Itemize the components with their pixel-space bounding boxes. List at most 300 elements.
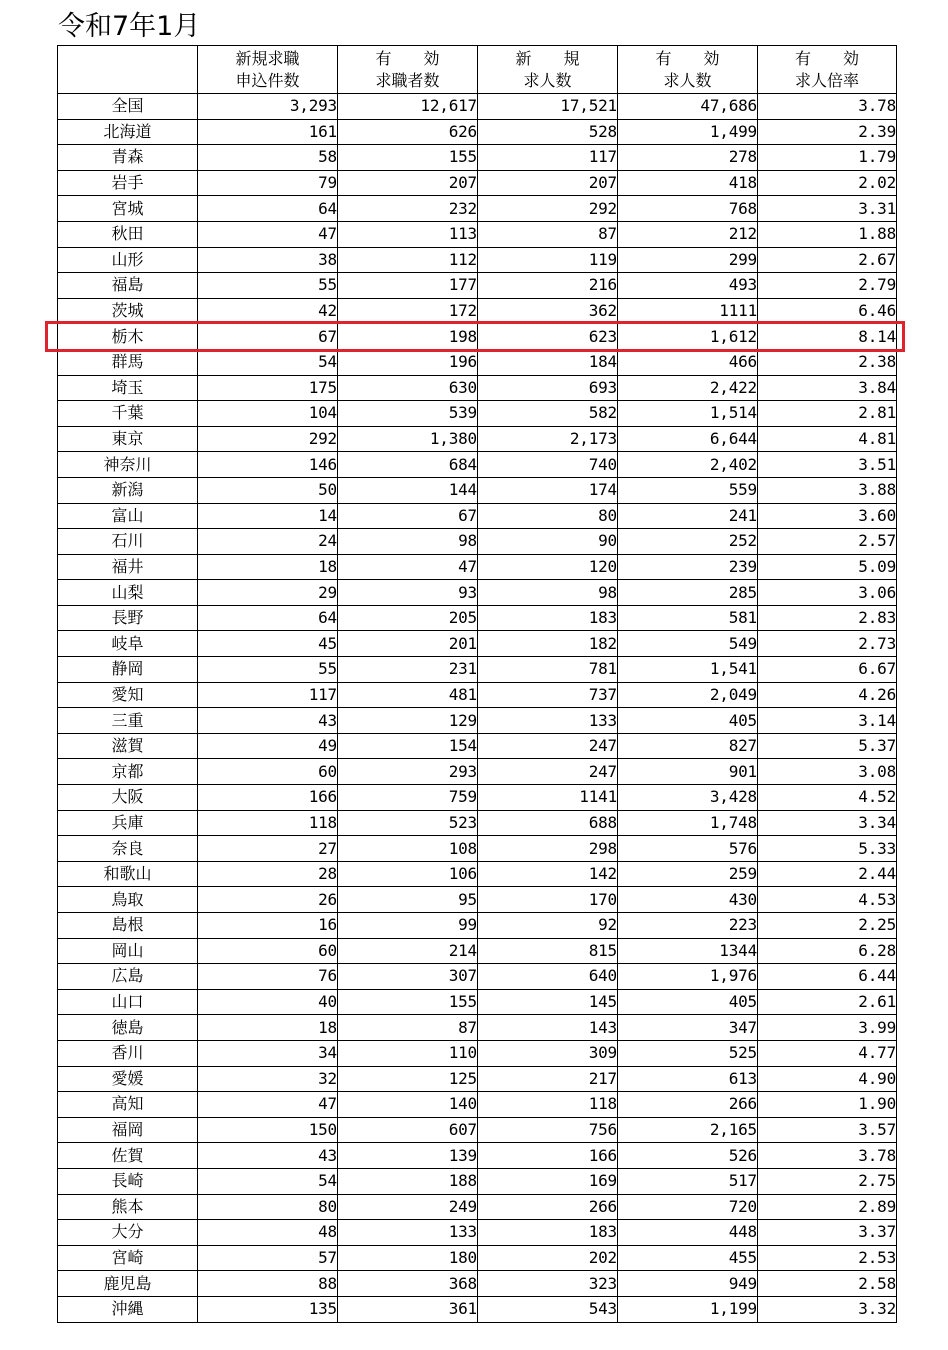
prefecture-cell: 埼玉 bbox=[58, 375, 198, 401]
new-applications-cell: 29 bbox=[198, 580, 338, 606]
job-opening-ratio-cell: 3.78 bbox=[758, 94, 897, 120]
new-job-openings-cell: 640 bbox=[478, 964, 618, 990]
table-row bbox=[58, 119, 897, 145]
job-opening-ratio-cell: 3.99 bbox=[758, 1015, 897, 1041]
active-job-seekers-cell: 293 bbox=[338, 759, 478, 785]
new-applications-cell: 64 bbox=[198, 605, 338, 631]
job-opening-ratio-cell: 3.34 bbox=[758, 810, 897, 836]
active-job-seekers-cell: 87 bbox=[338, 1015, 478, 1041]
table-row bbox=[58, 94, 897, 120]
job-opening-ratio-cell: 3.57 bbox=[758, 1117, 897, 1143]
prefecture-cell: 宮崎 bbox=[58, 1245, 198, 1271]
active-job-seekers-cell: 196 bbox=[338, 349, 478, 375]
table-row bbox=[58, 375, 897, 401]
prefecture-cell: 山形 bbox=[58, 247, 198, 273]
active-job-openings-cell: 901 bbox=[618, 759, 758, 785]
job-opening-ratio-cell: 2.79 bbox=[758, 273, 897, 299]
job-opening-ratio-cell: 2.73 bbox=[758, 631, 897, 657]
new-job-openings-cell: 298 bbox=[478, 836, 618, 862]
active-job-seekers-cell: 93 bbox=[338, 580, 478, 606]
new-job-openings-cell: 169 bbox=[478, 1168, 618, 1194]
active-job-seekers-cell: 98 bbox=[338, 529, 478, 555]
active-job-openings-cell: 1,976 bbox=[618, 964, 758, 990]
prefecture-cell: 和歌山 bbox=[58, 861, 198, 887]
prefecture-cell: 大阪 bbox=[58, 785, 198, 811]
prefecture-cell: 長崎 bbox=[58, 1168, 198, 1194]
new-applications-cell: 43 bbox=[198, 1143, 338, 1169]
new-job-openings-cell: 174 bbox=[478, 477, 618, 503]
active-job-seekers-cell: 205 bbox=[338, 605, 478, 631]
new-applications-cell: 3,293 bbox=[198, 94, 338, 120]
table-row bbox=[58, 1015, 897, 1041]
new-applications-cell: 28 bbox=[198, 861, 338, 887]
table-row bbox=[58, 145, 897, 171]
table-row bbox=[58, 913, 897, 939]
new-job-openings-cell: 216 bbox=[478, 273, 618, 299]
active-job-openings-cell: 720 bbox=[618, 1194, 758, 1220]
active-job-openings-cell: 405 bbox=[618, 989, 758, 1015]
prefecture-cell: 愛知 bbox=[58, 682, 198, 708]
prefecture-cell: 秋田 bbox=[58, 221, 198, 247]
header-prefecture bbox=[58, 46, 198, 94]
active-job-seekers-cell: 1,380 bbox=[338, 426, 478, 452]
table-row bbox=[58, 580, 897, 606]
table-row bbox=[58, 170, 897, 196]
active-job-openings-cell: 252 bbox=[618, 529, 758, 555]
new-applications-cell: 104 bbox=[198, 401, 338, 427]
job-opening-ratio-cell: 6.28 bbox=[758, 938, 897, 964]
active-job-seekers-cell: 155 bbox=[338, 989, 478, 1015]
table-row bbox=[58, 1296, 897, 1322]
table-row bbox=[58, 247, 897, 273]
active-job-openings-cell: 493 bbox=[618, 273, 758, 299]
table-row bbox=[58, 1271, 897, 1297]
active-job-seekers-cell: 154 bbox=[338, 733, 478, 759]
new-applications-cell: 64 bbox=[198, 196, 338, 222]
active-job-openings-cell: 949 bbox=[618, 1271, 758, 1297]
new-applications-cell: 57 bbox=[198, 1245, 338, 1271]
new-job-openings-cell: 737 bbox=[478, 682, 618, 708]
table-row bbox=[58, 273, 897, 299]
new-job-openings-cell: 142 bbox=[478, 861, 618, 887]
prefecture-cell: 大分 bbox=[58, 1220, 198, 1246]
new-job-openings-cell: 543 bbox=[478, 1296, 618, 1322]
new-job-openings-cell: 362 bbox=[478, 298, 618, 324]
job-opening-ratio-cell: 1.90 bbox=[758, 1092, 897, 1118]
new-job-openings-cell: 90 bbox=[478, 529, 618, 555]
active-job-seekers-cell: 180 bbox=[338, 1245, 478, 1271]
table-row bbox=[58, 938, 897, 964]
active-job-seekers-cell: 607 bbox=[338, 1117, 478, 1143]
header-new-applications: 新規求職 申込件数 bbox=[198, 46, 338, 94]
prefecture-cell: 広島 bbox=[58, 964, 198, 990]
active-job-openings-cell: 827 bbox=[618, 733, 758, 759]
active-job-openings-cell: 2,422 bbox=[618, 375, 758, 401]
active-job-openings-cell: 466 bbox=[618, 349, 758, 375]
job-opening-ratio-cell: 3.88 bbox=[758, 477, 897, 503]
new-applications-cell: 76 bbox=[198, 964, 338, 990]
active-job-openings-cell: 526 bbox=[618, 1143, 758, 1169]
job-opening-ratio-cell: 4.81 bbox=[758, 426, 897, 452]
prefecture-cell: 新潟 bbox=[58, 477, 198, 503]
table-row bbox=[58, 708, 897, 734]
table-row bbox=[58, 477, 897, 503]
prefecture-cell: 岩手 bbox=[58, 170, 198, 196]
active-job-openings-cell: 1,541 bbox=[618, 657, 758, 683]
prefecture-cell: 兵庫 bbox=[58, 810, 198, 836]
table-row bbox=[58, 503, 897, 529]
active-job-openings-cell: 2,165 bbox=[618, 1117, 758, 1143]
job-opening-ratio-cell: 2.89 bbox=[758, 1194, 897, 1220]
new-applications-cell: 18 bbox=[198, 554, 338, 580]
job-opening-ratio-cell: 3.32 bbox=[758, 1296, 897, 1322]
active-job-seekers-cell: 12,617 bbox=[338, 94, 478, 120]
new-job-openings-cell: 98 bbox=[478, 580, 618, 606]
active-job-openings-cell: 581 bbox=[618, 605, 758, 631]
active-job-openings-cell: 1344 bbox=[618, 938, 758, 964]
active-job-openings-cell: 266 bbox=[618, 1092, 758, 1118]
new-applications-cell: 50 bbox=[198, 477, 338, 503]
active-job-seekers-cell: 133 bbox=[338, 1220, 478, 1246]
new-applications-cell: 38 bbox=[198, 247, 338, 273]
job-opening-ratio-cell: 2.75 bbox=[758, 1168, 897, 1194]
active-job-seekers-cell: 177 bbox=[338, 273, 478, 299]
active-job-openings-cell: 299 bbox=[618, 247, 758, 273]
active-job-seekers-cell: 125 bbox=[338, 1066, 478, 1092]
prefecture-cell: 京都 bbox=[58, 759, 198, 785]
active-job-seekers-cell: 110 bbox=[338, 1040, 478, 1066]
table-row bbox=[58, 989, 897, 1015]
active-job-seekers-cell: 361 bbox=[338, 1296, 478, 1322]
active-job-openings-cell: 347 bbox=[618, 1015, 758, 1041]
active-job-seekers-cell: 523 bbox=[338, 810, 478, 836]
header-job-opening-ratio: 有 効 求人倍率 bbox=[758, 46, 897, 94]
table-row bbox=[58, 349, 897, 375]
new-job-openings-cell: 323 bbox=[478, 1271, 618, 1297]
table-row bbox=[58, 221, 897, 247]
active-job-openings-cell: 455 bbox=[618, 1245, 758, 1271]
active-job-openings-cell: 47,686 bbox=[618, 94, 758, 120]
table-row bbox=[58, 196, 897, 222]
active-job-seekers-cell: 207 bbox=[338, 170, 478, 196]
active-job-openings-cell: 259 bbox=[618, 861, 758, 887]
table-row bbox=[58, 759, 897, 785]
table-row bbox=[58, 426, 897, 452]
new-job-openings-cell: 740 bbox=[478, 452, 618, 478]
new-applications-cell: 47 bbox=[198, 221, 338, 247]
prefecture-cell: 福島 bbox=[58, 273, 198, 299]
prefecture-cell: 山口 bbox=[58, 989, 198, 1015]
new-job-openings-cell: 2,173 bbox=[478, 426, 618, 452]
new-job-openings-cell: 145 bbox=[478, 989, 618, 1015]
active-job-openings-cell: 768 bbox=[618, 196, 758, 222]
active-job-seekers-cell: 99 bbox=[338, 913, 478, 939]
table-row bbox=[58, 1245, 897, 1271]
job-opening-ratio-cell: 6.44 bbox=[758, 964, 897, 990]
table-row bbox=[58, 401, 897, 427]
new-applications-cell: 117 bbox=[198, 682, 338, 708]
job-opening-ratio-cell: 2.53 bbox=[758, 1245, 897, 1271]
new-applications-cell: 58 bbox=[198, 145, 338, 171]
table-row bbox=[58, 785, 897, 811]
active-job-openings-cell: 559 bbox=[618, 477, 758, 503]
new-job-openings-cell: 1141 bbox=[478, 785, 618, 811]
active-job-seekers-cell: 47 bbox=[338, 554, 478, 580]
job-opening-ratio-cell: 3.31 bbox=[758, 196, 897, 222]
new-job-openings-cell: 87 bbox=[478, 221, 618, 247]
job-opening-ratio-cell: 4.77 bbox=[758, 1040, 897, 1066]
prefecture-cell: 東京 bbox=[58, 426, 198, 452]
prefecture-cell: 福井 bbox=[58, 554, 198, 580]
new-applications-cell: 150 bbox=[198, 1117, 338, 1143]
active-job-seekers-cell: 172 bbox=[338, 298, 478, 324]
new-job-openings-cell: 183 bbox=[478, 605, 618, 631]
new-job-openings-cell: 170 bbox=[478, 887, 618, 913]
prefecture-cell: 香川 bbox=[58, 1040, 198, 1066]
job-opening-ratio-cell: 8.14 bbox=[758, 324, 897, 350]
new-applications-cell: 54 bbox=[198, 349, 338, 375]
job-opening-ratio-cell: 3.37 bbox=[758, 1220, 897, 1246]
new-applications-cell: 42 bbox=[198, 298, 338, 324]
job-opening-ratio-cell: 2.67 bbox=[758, 247, 897, 273]
prefecture-cell: 徳島 bbox=[58, 1015, 198, 1041]
prefecture-cell: 熊本 bbox=[58, 1194, 198, 1220]
new-applications-cell: 292 bbox=[198, 426, 338, 452]
prefecture-cell: 福岡 bbox=[58, 1117, 198, 1143]
job-opening-ratio-cell: 2.61 bbox=[758, 989, 897, 1015]
job-opening-ratio-cell: 2.81 bbox=[758, 401, 897, 427]
active-job-seekers-cell: 140 bbox=[338, 1092, 478, 1118]
table-row bbox=[58, 861, 897, 887]
prefecture-cell: 茨城 bbox=[58, 298, 198, 324]
job-opening-ratio-cell: 3.51 bbox=[758, 452, 897, 478]
prefecture-table bbox=[57, 45, 897, 1323]
active-job-openings-cell: 6,644 bbox=[618, 426, 758, 452]
active-job-openings-cell: 405 bbox=[618, 708, 758, 734]
new-job-openings-cell: 815 bbox=[478, 938, 618, 964]
active-job-seekers-cell: 539 bbox=[338, 401, 478, 427]
table-row bbox=[58, 836, 897, 862]
new-applications-cell: 88 bbox=[198, 1271, 338, 1297]
active-job-seekers-cell: 759 bbox=[338, 785, 478, 811]
new-job-openings-cell: 133 bbox=[478, 708, 618, 734]
prefecture-cell: 山梨 bbox=[58, 580, 198, 606]
prefecture-cell: 高知 bbox=[58, 1092, 198, 1118]
new-job-openings-cell: 623 bbox=[478, 324, 618, 350]
prefecture-cell: 群馬 bbox=[58, 349, 198, 375]
new-job-openings-cell: 80 bbox=[478, 503, 618, 529]
new-job-openings-cell: 247 bbox=[478, 759, 618, 785]
job-opening-ratio-cell: 2.83 bbox=[758, 605, 897, 631]
new-applications-cell: 67 bbox=[198, 324, 338, 350]
prefecture-cell: 島根 bbox=[58, 913, 198, 939]
new-applications-cell: 32 bbox=[198, 1066, 338, 1092]
new-job-openings-cell: 781 bbox=[478, 657, 618, 683]
table-row bbox=[58, 1220, 897, 1246]
table-row bbox=[58, 1066, 897, 1092]
active-job-openings-cell: 613 bbox=[618, 1066, 758, 1092]
new-job-openings-cell: 202 bbox=[478, 1245, 618, 1271]
prefecture-cell: 岐阜 bbox=[58, 631, 198, 657]
new-job-openings-cell: 17,521 bbox=[478, 94, 618, 120]
new-applications-cell: 45 bbox=[198, 631, 338, 657]
job-opening-ratio-cell: 3.84 bbox=[758, 375, 897, 401]
prefecture-cell: 青森 bbox=[58, 145, 198, 171]
new-job-openings-cell: 266 bbox=[478, 1194, 618, 1220]
table-row bbox=[58, 298, 897, 324]
new-job-openings-cell: 528 bbox=[478, 119, 618, 145]
table-row bbox=[58, 324, 897, 350]
active-job-seekers-cell: 188 bbox=[338, 1168, 478, 1194]
job-opening-ratio-cell: 2.38 bbox=[758, 349, 897, 375]
active-job-seekers-cell: 481 bbox=[338, 682, 478, 708]
new-job-openings-cell: 756 bbox=[478, 1117, 618, 1143]
job-opening-ratio-cell: 1.88 bbox=[758, 221, 897, 247]
active-job-openings-cell: 1,612 bbox=[618, 324, 758, 350]
table-row bbox=[58, 1040, 897, 1066]
job-opening-ratio-cell: 4.52 bbox=[758, 785, 897, 811]
active-job-seekers-cell: 201 bbox=[338, 631, 478, 657]
active-job-seekers-cell: 67 bbox=[338, 503, 478, 529]
job-opening-ratio-cell: 5.33 bbox=[758, 836, 897, 862]
prefecture-cell: 石川 bbox=[58, 529, 198, 555]
prefecture-cell: 栃木 bbox=[58, 324, 198, 350]
job-opening-ratio-cell: 2.02 bbox=[758, 170, 897, 196]
active-job-seekers-cell: 129 bbox=[338, 708, 478, 734]
new-applications-cell: 16 bbox=[198, 913, 338, 939]
prefecture-cell: 鹿児島 bbox=[58, 1271, 198, 1297]
new-applications-cell: 49 bbox=[198, 733, 338, 759]
active-job-openings-cell: 223 bbox=[618, 913, 758, 939]
job-opening-ratio-cell: 2.57 bbox=[758, 529, 897, 555]
table-row bbox=[58, 887, 897, 913]
active-job-openings-cell: 1,514 bbox=[618, 401, 758, 427]
prefecture-cell: 千葉 bbox=[58, 401, 198, 427]
active-job-seekers-cell: 232 bbox=[338, 196, 478, 222]
table-row bbox=[58, 452, 897, 478]
new-job-openings-cell: 582 bbox=[478, 401, 618, 427]
job-opening-ratio-cell: 5.37 bbox=[758, 733, 897, 759]
active-job-seekers-cell: 113 bbox=[338, 221, 478, 247]
new-applications-cell: 27 bbox=[198, 836, 338, 862]
active-job-seekers-cell: 684 bbox=[338, 452, 478, 478]
new-job-openings-cell: 207 bbox=[478, 170, 618, 196]
new-applications-cell: 54 bbox=[198, 1168, 338, 1194]
table-row bbox=[58, 631, 897, 657]
active-job-openings-cell: 285 bbox=[618, 580, 758, 606]
table-row bbox=[58, 682, 897, 708]
job-opening-ratio-cell: 2.44 bbox=[758, 861, 897, 887]
active-job-openings-cell: 576 bbox=[618, 836, 758, 862]
active-job-openings-cell: 525 bbox=[618, 1040, 758, 1066]
new-job-openings-cell: 309 bbox=[478, 1040, 618, 1066]
job-opening-ratio-cell: 5.09 bbox=[758, 554, 897, 580]
new-job-openings-cell: 182 bbox=[478, 631, 618, 657]
prefecture-cell: 沖縄 bbox=[58, 1296, 198, 1322]
table-row bbox=[58, 529, 897, 555]
active-job-openings-cell: 2,402 bbox=[618, 452, 758, 478]
prefecture-cell: 三重 bbox=[58, 708, 198, 734]
active-job-seekers-cell: 198 bbox=[338, 324, 478, 350]
new-applications-cell: 34 bbox=[198, 1040, 338, 1066]
prefecture-cell: 全国 bbox=[58, 94, 198, 120]
prefecture-cell: 奈良 bbox=[58, 836, 198, 862]
active-job-openings-cell: 1,748 bbox=[618, 810, 758, 836]
new-job-openings-cell: 120 bbox=[478, 554, 618, 580]
table-row bbox=[58, 1143, 897, 1169]
new-job-openings-cell: 183 bbox=[478, 1220, 618, 1246]
job-opening-ratio-cell: 4.26 bbox=[758, 682, 897, 708]
active-job-openings-cell: 3,428 bbox=[618, 785, 758, 811]
active-job-seekers-cell: 249 bbox=[338, 1194, 478, 1220]
job-opening-ratio-cell: 3.14 bbox=[758, 708, 897, 734]
new-job-openings-cell: 143 bbox=[478, 1015, 618, 1041]
prefecture-cell: 岡山 bbox=[58, 938, 198, 964]
new-applications-cell: 40 bbox=[198, 989, 338, 1015]
new-job-openings-cell: 119 bbox=[478, 247, 618, 273]
table-row bbox=[58, 810, 897, 836]
job-opening-ratio-cell: 3.78 bbox=[758, 1143, 897, 1169]
table-row bbox=[58, 1194, 897, 1220]
new-applications-cell: 60 bbox=[198, 938, 338, 964]
new-applications-cell: 146 bbox=[198, 452, 338, 478]
page-title: 令和7年1月 bbox=[58, 11, 201, 42]
new-job-openings-cell: 117 bbox=[478, 145, 618, 171]
new-job-openings-cell: 184 bbox=[478, 349, 618, 375]
active-job-seekers-cell: 368 bbox=[338, 1271, 478, 1297]
table-row bbox=[58, 554, 897, 580]
active-job-openings-cell: 212 bbox=[618, 221, 758, 247]
job-opening-ratio-cell: 6.46 bbox=[758, 298, 897, 324]
job-opening-ratio-cell: 6.67 bbox=[758, 657, 897, 683]
new-applications-cell: 14 bbox=[198, 503, 338, 529]
header-active-job-openings: 有 効 求人数 bbox=[618, 46, 758, 94]
active-job-openings-cell: 430 bbox=[618, 887, 758, 913]
active-job-seekers-cell: 108 bbox=[338, 836, 478, 862]
new-job-openings-cell: 118 bbox=[478, 1092, 618, 1118]
active-job-seekers-cell: 155 bbox=[338, 145, 478, 171]
header-active-job-seekers: 有 効 求職者数 bbox=[338, 46, 478, 94]
new-applications-cell: 80 bbox=[198, 1194, 338, 1220]
table-row bbox=[58, 1168, 897, 1194]
job-opening-ratio-cell: 3.08 bbox=[758, 759, 897, 785]
active-job-seekers-cell: 112 bbox=[338, 247, 478, 273]
active-job-openings-cell: 418 bbox=[618, 170, 758, 196]
prefecture-cell: 北海道 bbox=[58, 119, 198, 145]
new-applications-cell: 26 bbox=[198, 887, 338, 913]
active-job-seekers-cell: 106 bbox=[338, 861, 478, 887]
prefecture-cell: 長野 bbox=[58, 605, 198, 631]
table-row bbox=[58, 1092, 897, 1118]
new-job-openings-cell: 247 bbox=[478, 733, 618, 759]
job-opening-ratio-cell: 3.60 bbox=[758, 503, 897, 529]
table-row bbox=[58, 1117, 897, 1143]
active-job-seekers-cell: 630 bbox=[338, 375, 478, 401]
new-applications-cell: 24 bbox=[198, 529, 338, 555]
new-applications-cell: 166 bbox=[198, 785, 338, 811]
new-applications-cell: 161 bbox=[198, 119, 338, 145]
new-applications-cell: 135 bbox=[198, 1296, 338, 1322]
prefecture-cell: 佐賀 bbox=[58, 1143, 198, 1169]
active-job-openings-cell: 1,499 bbox=[618, 119, 758, 145]
active-job-openings-cell: 239 bbox=[618, 554, 758, 580]
active-job-seekers-cell: 214 bbox=[338, 938, 478, 964]
active-job-openings-cell: 2,049 bbox=[618, 682, 758, 708]
prefecture-cell: 静岡 bbox=[58, 657, 198, 683]
active-job-openings-cell: 549 bbox=[618, 631, 758, 657]
new-applications-cell: 18 bbox=[198, 1015, 338, 1041]
active-job-seekers-cell: 95 bbox=[338, 887, 478, 913]
